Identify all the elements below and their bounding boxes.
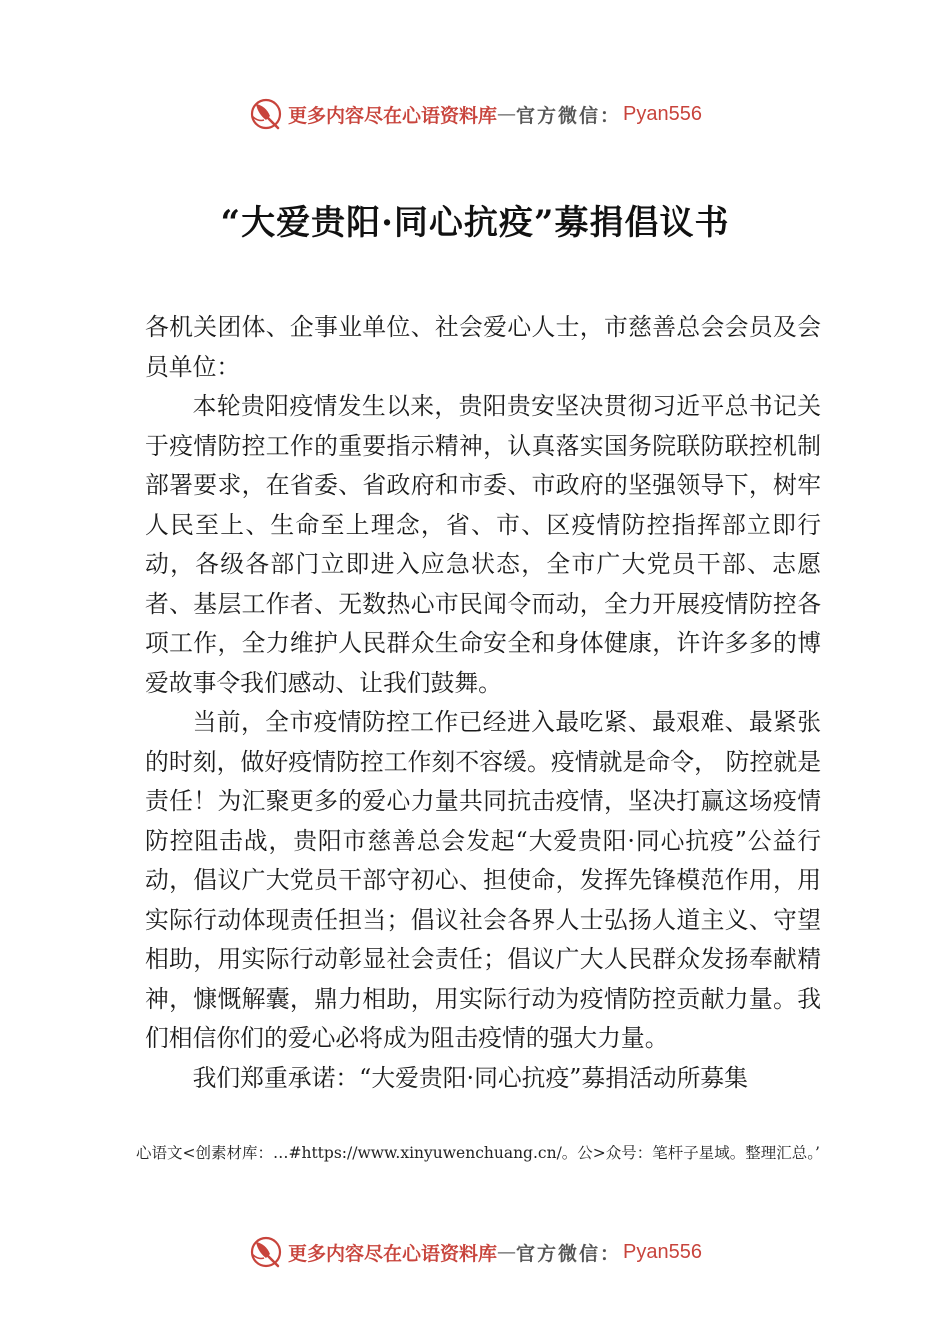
watermark-sub-text: 官方微信： [516,104,622,127]
watermark-main-text: 更多内容尽在心语资料库 [288,1242,498,1265]
watermark-wechat-id: Pyan556 [623,1240,702,1263]
watermark-dash: — [497,103,517,125]
watermark-wechat-id: Pyan556 [623,102,702,125]
watermark-sub-text: 官方微信： [516,1242,622,1265]
paragraph-3: 我们郑重承诺：“大爱贵阳·同心抗疫”募捐活动所募集 [192,1063,749,1092]
paragraph-2: 当前，全市疫情防控工作已经进入最吃紧、最艰难、最紧张的时刻，做好疫情防控工作刻不容缓。疫情就是命令， 防控就是责任！为汇聚更多的爱心力量共同抗击疫情，坚决打赢这场疫情防控阻击战，贵阳市慈善总会发起“大爱贵阳·同心抗疫”公益行动，倡议广大党员干部守初心、担使命，发挥先锋模范作用，用实际行动体现责任担当；倡议社会各界人士弘扬人道主义、守望相助，用实际行动彰显社会责任；倡议广大人民群众发扬奉献精神，慷慨解囊，鼎力相助，用实际行动为疫情防控贡献力量。我们相信你们的爱心必将成为阻击疫情的强大力量。 [145,708,821,1052]
watermark-footer [0,1232,950,1272]
watermark-main-text: 更多内容尽在心语资料库 [288,104,498,127]
source-footnote: 心语文<创素材库：…#https://www.xinyuwenchuang.cn/。公>众号：笔杆子星域。整理汇总。’ [136,1144,820,1162]
watermark-header [0,94,950,134]
salutation: 各机关团体、企事业单位、社会爱心人士，市慈善总会会员及会员单位： [145,313,821,381]
pen-nib-circle-icon [248,1234,284,1270]
watermark-dash: — [497,1241,517,1263]
document-body [145,308,821,1098]
page-title: “大爱贵阳·同心抗疫”募捐倡议书 [220,203,730,243]
paragraph-1: 本轮贵阳疫情发生以来，贵阳贵安坚决贯彻习近平总书记关于疫情防控工作的重要指示精神，认真落实国务院联防联控机制部署要求，在省委、省政府和市委、市政府的坚强领导下，树牢人民至上、生命至上理念，省、市、区疫情防控指挥部立即行动，各级各部门立即进入应急状态，全市广大党员干部、志愿者、基层工作者、无数热心市民闻令而动，全力开展疫情防控各项工作，全力维护人民群众生命安全和身体健康，许许多多的博爱故事令我们感动、让我们鼓舞。 [145,392,821,697]
pen-nib-circle-icon [248,96,284,132]
